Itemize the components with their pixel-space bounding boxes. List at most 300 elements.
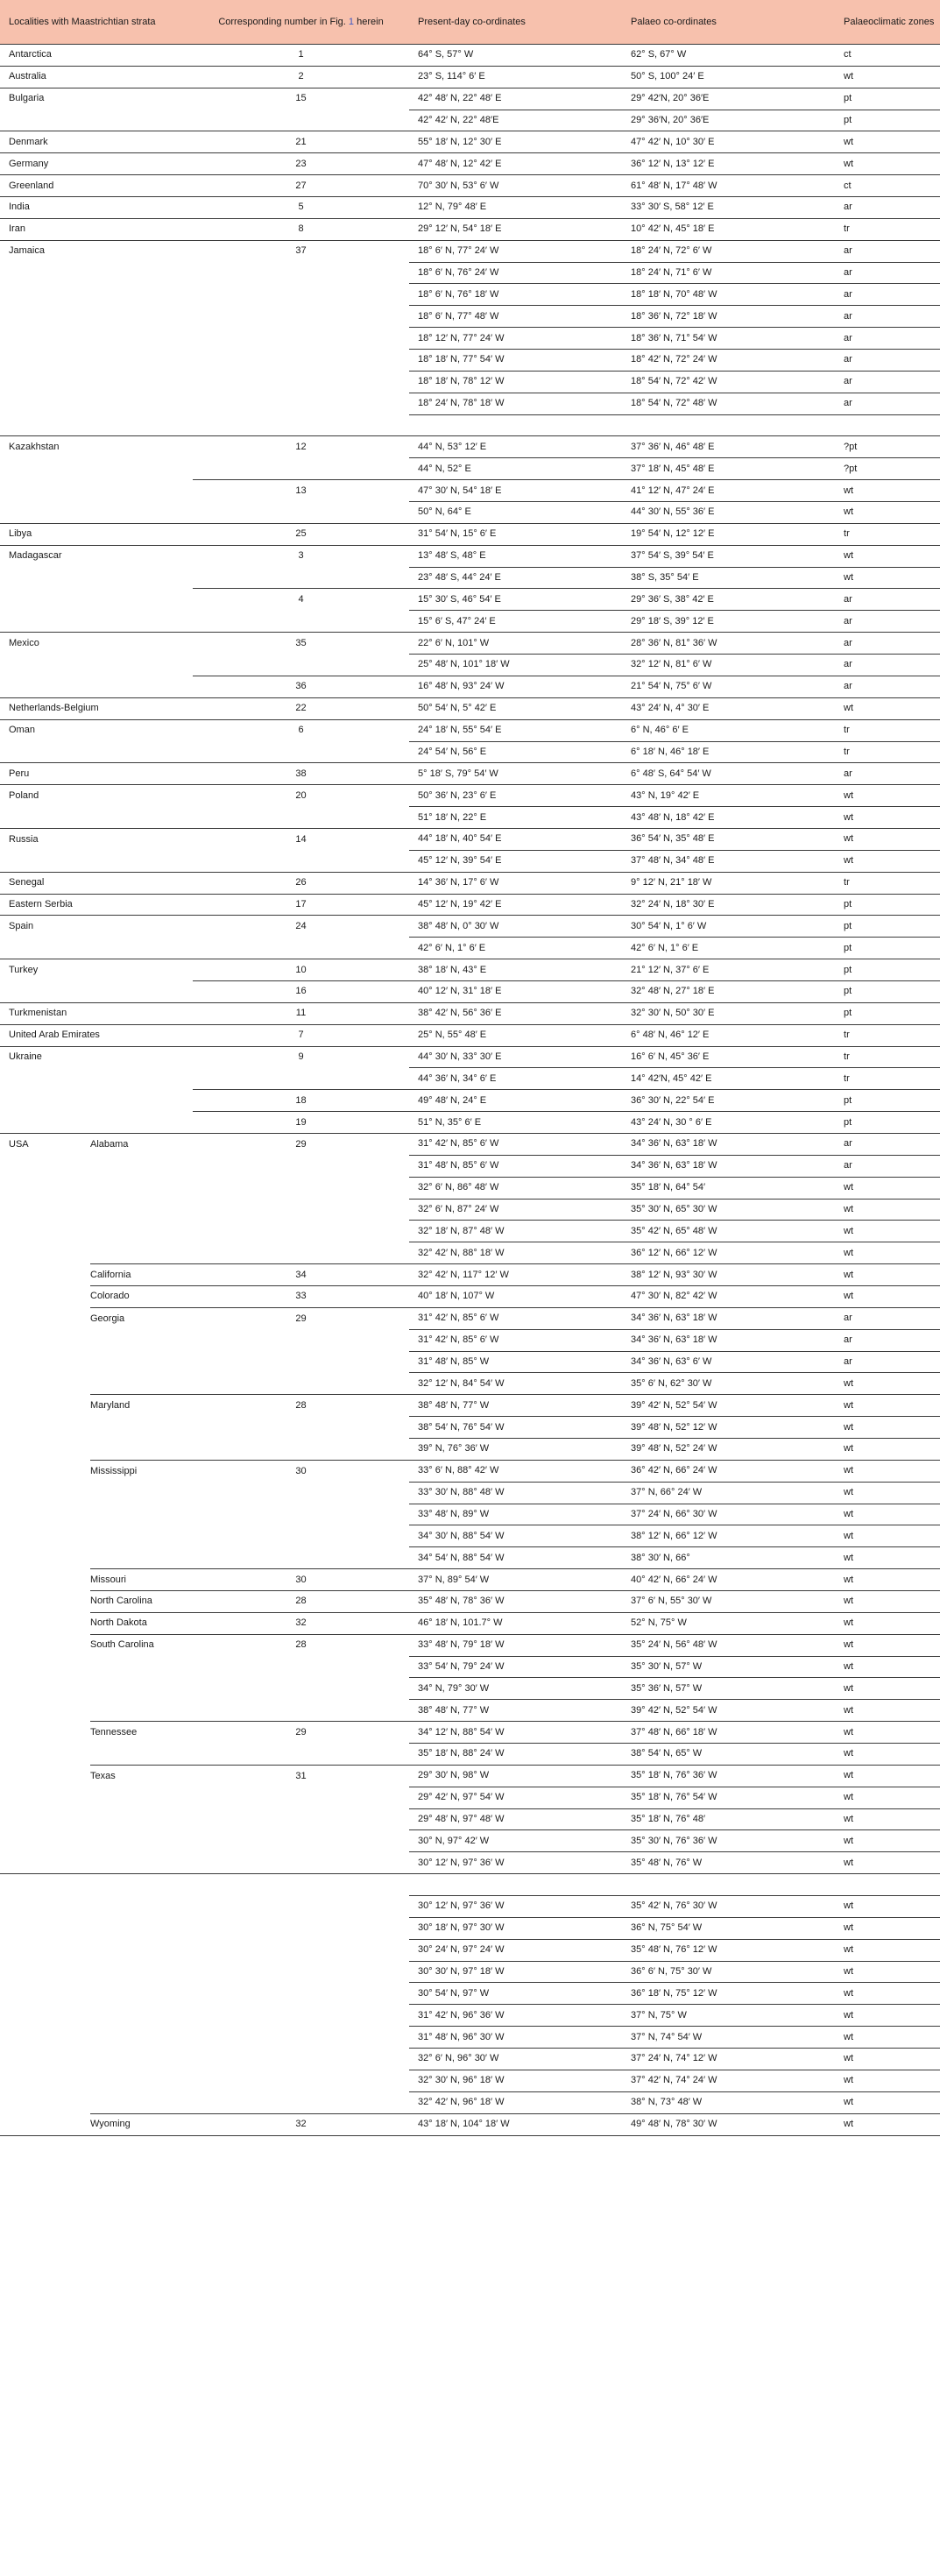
number-cell [193, 1896, 409, 1918]
state-cell [90, 2049, 193, 2070]
header-locality: Localities with Maastrichtian strata [0, 0, 193, 45]
country-cell [0, 1896, 90, 1918]
zone-cell: wt [835, 1896, 940, 1918]
number-cell [193, 1961, 409, 1983]
table-row [0, 1525, 940, 1547]
table-row [0, 240, 940, 262]
table-row [0, 1874, 940, 1896]
table-row [0, 45, 940, 67]
zone-cell: ar [835, 1155, 940, 1177]
number-cell: 35 [193, 633, 409, 655]
country-cell [0, 1939, 90, 1961]
table-row [0, 1830, 940, 1852]
zone-cell: wt [835, 153, 940, 175]
state-cell [90, 545, 193, 567]
country-cell: Mexico [0, 633, 90, 655]
present-coord-cell: 29° 42′ N, 97° 54′ W [409, 1787, 622, 1808]
number-cell [193, 2049, 409, 2070]
zone-cell: ar [835, 284, 940, 306]
present-coord-cell: 44° 18′ N, 40° 54′ E [409, 828, 622, 850]
country-cell: Eastern Serbia [0, 894, 90, 916]
present-coord-cell: 44° N, 53° 12′ E [409, 436, 622, 458]
country-cell [0, 1373, 90, 1395]
zone-cell: tr [835, 1068, 940, 1090]
state-cell [90, 306, 193, 328]
number-cell [193, 2091, 409, 2113]
zone-cell: wt [835, 1830, 940, 1852]
table-row [0, 1765, 940, 1787]
table-row [0, 676, 940, 697]
country-cell: Russia [0, 828, 90, 850]
present-coord-cell: 25° 48′ N, 101° 18′ W [409, 655, 622, 676]
zone-cell: ar [835, 633, 940, 655]
country-cell: Jamaica [0, 240, 90, 262]
palaeo-coord-cell: 35° 30′ N, 76° 36′ W [622, 1830, 835, 1852]
state-cell [90, 1852, 193, 1874]
number-cell [193, 938, 409, 959]
zone-cell [835, 1874, 940, 1896]
country-cell [0, 1591, 90, 1613]
number-cell: 30 [193, 1569, 409, 1591]
present-coord-cell: 38° 48′ N, 77° W [409, 1700, 622, 1722]
zone-cell: wt [835, 828, 940, 850]
state-cell: Wyoming [90, 2113, 193, 2135]
country-cell [0, 350, 90, 372]
zone-cell: wt [835, 1177, 940, 1199]
present-coord-cell: 31° 48′ N, 96° 30′ W [409, 2027, 622, 2049]
table-row [0, 1656, 940, 1678]
present-coord-cell: 18° 24′ N, 78° 18′ W [409, 393, 622, 414]
state-cell [90, 1112, 193, 1134]
number-cell [193, 807, 409, 829]
number-cell: 7 [193, 1024, 409, 1046]
number-cell [193, 2027, 409, 2049]
palaeo-coord-cell: 61° 48′ N, 17° 48′ W [622, 175, 835, 197]
zone-cell: pt [835, 916, 940, 938]
state-cell [90, 1090, 193, 1112]
country-cell [0, 1525, 90, 1547]
zone-cell: ar [835, 611, 940, 633]
present-coord-cell: 24° 54′ N, 56° E [409, 741, 622, 763]
present-coord-cell: 55° 18′ N, 12° 30′ E [409, 131, 622, 153]
present-coord-cell: 44° N, 52° E [409, 458, 622, 480]
present-coord-cell: 31° 42′ N, 85° 6′ W [409, 1133, 622, 1155]
number-cell: 36 [193, 676, 409, 697]
palaeo-coord-cell: 37° 18′ N, 45° 48′ E [622, 458, 835, 480]
zone-cell: wt [835, 1744, 940, 1766]
state-cell [90, 1525, 193, 1547]
state-cell [90, 980, 193, 1002]
header-number-post: herein [357, 16, 384, 27]
country-cell [0, 1744, 90, 1766]
zone-cell: ar [835, 240, 940, 262]
number-cell [193, 567, 409, 589]
number-cell [193, 328, 409, 350]
number-cell: 10 [193, 959, 409, 981]
state-cell [90, 1242, 193, 1264]
palaeo-coord-cell: 34° 36′ N, 63° 18′ W [622, 1329, 835, 1351]
zone-cell: wt [835, 1634, 940, 1656]
palaeo-coord-cell: 37° N, 75° W [622, 2005, 835, 2027]
palaeo-coord-cell: 33° 30′ S, 58° 12′ E [622, 197, 835, 219]
country-cell [0, 1482, 90, 1504]
table-row [0, 719, 940, 741]
number-cell: 29 [193, 1722, 409, 1744]
country-cell [0, 655, 90, 676]
number-cell: 28 [193, 1591, 409, 1613]
palaeo-coord-cell: 37° 48′ N, 34° 48′ E [622, 850, 835, 872]
table-row [0, 763, 940, 785]
table-row [0, 88, 940, 110]
zone-cell: ar [835, 1329, 940, 1351]
country-cell [0, 1634, 90, 1656]
table-row [0, 1002, 940, 1024]
table-row [0, 131, 940, 153]
zone-cell: wt [835, 1591, 940, 1613]
number-cell [193, 1482, 409, 1504]
table-row [0, 2091, 940, 2113]
table-row [0, 2049, 940, 2070]
state-cell [90, 719, 193, 741]
country-cell: Kazakhstan [0, 436, 90, 458]
zone-cell: wt [835, 1983, 940, 2005]
palaeo-coord-cell: 62° S, 67° W [622, 45, 835, 67]
palaeo-coord-cell: 10° 42′ N, 45° 18′ E [622, 218, 835, 240]
present-coord-cell: 32° 18′ N, 87° 48′ W [409, 1221, 622, 1242]
present-coord-cell: 32° 42′ N, 96° 18′ W [409, 2091, 622, 2113]
present-coord-cell: 30° 24′ N, 97° 24′ W [409, 1939, 622, 1961]
table-row [0, 436, 940, 458]
country-cell: Senegal [0, 872, 90, 894]
number-cell: 19 [193, 1112, 409, 1134]
table-row [0, 1569, 940, 1591]
number-cell [193, 1439, 409, 1461]
table-row [0, 2027, 940, 2049]
palaeo-coord-cell: 32° 24′ N, 18° 30′ E [622, 894, 835, 916]
country-cell [0, 589, 90, 611]
palaeo-coord-cell: 18° 54′ N, 72° 42′ W [622, 371, 835, 393]
zone-cell: wt [835, 1482, 940, 1504]
zone-cell: wt [835, 1242, 940, 1264]
present-coord-cell: 16° 48′ N, 93° 24′ W [409, 676, 622, 697]
country-cell [0, 1917, 90, 1939]
country-cell [0, 1199, 90, 1221]
table-row [0, 1722, 940, 1744]
present-coord-cell: 34° 12′ N, 88° 54′ W [409, 1722, 622, 1744]
palaeo-coord-cell: 18° 54′ N, 72° 48′ W [622, 393, 835, 414]
state-cell [90, 1678, 193, 1700]
zone-cell: ar [835, 1307, 940, 1329]
state-cell [90, 88, 193, 110]
state-cell [90, 1155, 193, 1177]
palaeo-coord-cell: 42° 6′ N, 1° 6′ E [622, 938, 835, 959]
table-row [0, 1242, 940, 1264]
country-cell [0, 1656, 90, 1678]
number-cell: 25 [193, 523, 409, 545]
table-row [0, 938, 940, 959]
palaeo-coord-cell: 41° 12′ N, 47° 24′ E [622, 480, 835, 502]
state-cell [90, 1830, 193, 1852]
country-cell [0, 1961, 90, 1983]
present-coord-cell: 50° 36′ N, 23° 6′ E [409, 785, 622, 807]
state-cell [90, 611, 193, 633]
country-cell [0, 1874, 90, 1896]
palaeo-coord-cell: 16° 6′ N, 45° 36′ E [622, 1046, 835, 1068]
state-cell: Maryland [90, 1395, 193, 1417]
zone-cell: wt [835, 697, 940, 719]
palaeo-coord-cell: 38° 30′ N, 66° [622, 1547, 835, 1569]
country-cell [0, 284, 90, 306]
number-cell: 1 [193, 45, 409, 67]
zone-cell: wt [835, 1264, 940, 1286]
zone-cell: ar [835, 393, 940, 414]
table-row [0, 1460, 940, 1482]
number-cell: 28 [193, 1634, 409, 1656]
present-coord-cell: 29° 48′ N, 97° 48′ W [409, 1808, 622, 1830]
table-row [0, 1700, 940, 1722]
zone-cell: tr [835, 523, 940, 545]
present-coord-cell: 18° 18′ N, 77° 54′ W [409, 350, 622, 372]
state-cell [90, 262, 193, 284]
country-cell [0, 938, 90, 959]
zone-cell: wt [835, 1373, 940, 1395]
present-coord-cell: 14° 36′ N, 17° 6′ W [409, 872, 622, 894]
zone-cell: wt [835, 567, 940, 589]
present-coord-cell: 38° 48′ N, 0° 30′ W [409, 916, 622, 938]
palaeo-coord-cell: 39° 48′ N, 52° 12′ W [622, 1417, 835, 1439]
table-row [0, 1351, 940, 1373]
present-coord-cell: 33° 54′ N, 79° 24′ W [409, 1656, 622, 1678]
present-coord-cell: 29° 30′ N, 98° W [409, 1765, 622, 1787]
table-row [0, 633, 940, 655]
table-row [0, 1417, 940, 1439]
number-cell: 18 [193, 1090, 409, 1112]
table-row [0, 545, 940, 567]
palaeo-coord-cell: 35° 42′ N, 76° 30′ W [622, 1896, 835, 1918]
state-cell [90, 328, 193, 350]
country-cell [0, 1852, 90, 1874]
zone-cell: wt [835, 1547, 940, 1569]
zone-cell: wt [835, 1460, 940, 1482]
table-header-row [0, 0, 940, 45]
table-row [0, 807, 940, 829]
number-cell: 34 [193, 1264, 409, 1286]
zone-cell: tr [835, 719, 940, 741]
zone-cell: pt [835, 980, 940, 1002]
table-row [0, 785, 940, 807]
state-cell [90, 1329, 193, 1351]
country-cell: Antarctica [0, 45, 90, 67]
table-row [0, 480, 940, 502]
present-coord-cell: 32° 42′ N, 88° 18′ W [409, 1242, 622, 1264]
palaeo-coord-cell: 35° 6′ N, 62° 30′ W [622, 1373, 835, 1395]
state-cell [90, 741, 193, 763]
country-cell: United Arab Emirates [0, 1024, 90, 1046]
present-coord-cell: 32° 42′ N, 117° 12′ W [409, 1264, 622, 1286]
country-cell [0, 1242, 90, 1264]
table-row [0, 1787, 940, 1808]
zone-cell: tr [835, 741, 940, 763]
zone-cell: wt [835, 480, 940, 502]
state-cell [90, 2027, 193, 2049]
number-cell [193, 1983, 409, 2005]
number-cell [193, 1177, 409, 1199]
zone-cell: pt [835, 88, 940, 110]
present-coord-cell: 18° 6′ N, 77° 24′ W [409, 240, 622, 262]
palaeo-coord-cell: 6° 48′ N, 46° 12′ E [622, 1024, 835, 1046]
present-coord-cell: 32° 6′ N, 96° 30′ W [409, 2049, 622, 2070]
country-cell [0, 1285, 90, 1307]
present-coord-cell: 45° 12′ N, 39° 54′ E [409, 850, 622, 872]
table-row [0, 153, 940, 175]
table-row [0, 2070, 940, 2091]
state-cell [90, 1744, 193, 1766]
zone-cell: wt [835, 2113, 940, 2135]
palaeo-coord-cell: 35° 18′ N, 76° 48′ [622, 1808, 835, 1830]
zone-cell: tr [835, 1024, 940, 1046]
number-cell: 28 [193, 1395, 409, 1417]
zone-cell: pt [835, 1112, 940, 1134]
table-row [0, 1264, 940, 1286]
zone-cell: ar [835, 589, 940, 611]
country-cell [0, 980, 90, 1002]
present-coord-cell: 38° 18′ N, 43° E [409, 959, 622, 981]
state-cell [90, 1068, 193, 1090]
state-cell [90, 131, 193, 153]
number-cell [193, 350, 409, 372]
present-coord-cell: 33° 30′ N, 88° 48′ W [409, 1482, 622, 1504]
zone-cell: wt [835, 785, 940, 807]
palaeo-coord-cell: 36° 30′ N, 22° 54′ E [622, 1090, 835, 1112]
state-cell [90, 1874, 193, 1896]
present-coord-cell: 30° 18′ N, 97° 30′ W [409, 1917, 622, 1939]
palaeo-coord-cell: 18° 42′ N, 72° 24′ W [622, 350, 835, 372]
zone-cell: wt [835, 1808, 940, 1830]
zone-cell: wt [835, 545, 940, 567]
country-cell [0, 741, 90, 763]
table-row [0, 371, 940, 393]
zone-cell: pt [835, 959, 940, 981]
present-coord-cell: 31° 42′ N, 85° 6′ W [409, 1329, 622, 1351]
country-cell [0, 807, 90, 829]
table-row [0, 1808, 940, 1830]
state-cell [90, 655, 193, 676]
country-cell [0, 1395, 90, 1417]
state-cell [90, 1547, 193, 1569]
table-row [0, 1852, 940, 1874]
country-cell [0, 2005, 90, 2027]
table-row [0, 1112, 940, 1134]
zone-cell [835, 414, 940, 436]
zone-cell: pt [835, 1002, 940, 1024]
state-cell: Texas [90, 1765, 193, 1787]
number-cell [193, 1852, 409, 1874]
number-cell [193, 2005, 409, 2027]
number-cell [193, 1351, 409, 1373]
number-cell [193, 502, 409, 524]
state-cell [90, 502, 193, 524]
present-coord-cell: 23° 48′ S, 44° 24′ E [409, 567, 622, 589]
state-cell: Mississippi [90, 1460, 193, 1482]
zone-cell: wt [835, 1787, 940, 1808]
state-cell [90, 350, 193, 372]
zone-cell: wt [835, 1569, 940, 1591]
number-cell [193, 1417, 409, 1439]
country-cell: Bulgaria [0, 88, 90, 110]
palaeo-coord-cell: 18° 36′ N, 72° 18′ W [622, 306, 835, 328]
present-coord-cell: 38° 54′ N, 76° 54′ W [409, 1417, 622, 1439]
country-cell [0, 414, 90, 436]
state-cell [90, 1221, 193, 1242]
state-cell [90, 1417, 193, 1439]
table-row [0, 916, 940, 938]
table-body [0, 45, 940, 2136]
present-coord-cell: 50° 54′ N, 5° 42′ E [409, 697, 622, 719]
palaeo-coord-cell: 35° 24′ N, 56° 48′ W [622, 1634, 835, 1656]
figure-reference-link[interactable]: 1 [348, 16, 355, 27]
palaeo-coord-cell: 21° 54′ N, 75° 6′ W [622, 676, 835, 697]
country-cell [0, 306, 90, 328]
table-row [0, 1961, 940, 1983]
state-cell [90, 2091, 193, 2113]
zone-cell: wt [835, 1722, 940, 1744]
palaeo-coord-cell: 30° 54′ N, 1° 6′ W [622, 916, 835, 938]
state-cell [90, 1896, 193, 1918]
present-coord-cell: 51° N, 35° 6′ E [409, 1112, 622, 1134]
palaeo-coord-cell: 35° 18′ N, 76° 54′ W [622, 1787, 835, 1808]
table-row [0, 1133, 940, 1155]
country-cell [0, 1351, 90, 1373]
table-row [0, 458, 940, 480]
country-cell: Poland [0, 785, 90, 807]
state-cell [90, 633, 193, 655]
present-coord-cell: 18° 6′ N, 77° 48′ W [409, 306, 622, 328]
country-cell [0, 458, 90, 480]
palaeo-coord-cell: 35° 48′ N, 76° W [622, 1852, 835, 1874]
palaeo-coord-cell: 43° 48′ N, 18° 42′ E [622, 807, 835, 829]
table-row [0, 741, 940, 763]
header-present: Present-day co-ordinates [409, 0, 622, 45]
zone-cell: wt [835, 1285, 940, 1307]
table-row [0, 1678, 940, 1700]
header-number-pre: Corresponding number in Fig. [218, 16, 346, 27]
number-cell: 15 [193, 88, 409, 110]
state-cell [90, 1373, 193, 1395]
zone-cell: wt [835, 2049, 940, 2070]
number-cell [193, 284, 409, 306]
number-cell [193, 1504, 409, 1525]
palaeo-coord-cell: 37° 54′ S, 39° 54′ E [622, 545, 835, 567]
present-coord-cell: 45° 12′ N, 19° 42′ E [409, 894, 622, 916]
table-row [0, 828, 940, 850]
zone-cell: ct [835, 45, 940, 67]
palaeo-coord-cell: 50° S, 100° 24′ E [622, 66, 835, 88]
number-cell: 16 [193, 980, 409, 1002]
table-row [0, 2113, 940, 2135]
table-row [0, 697, 940, 719]
palaeo-coord-cell: 32° 12′ N, 81° 6′ W [622, 655, 835, 676]
palaeo-coord-cell: 29° 36′N, 20° 36′E [622, 110, 835, 131]
table-row [0, 350, 940, 372]
palaeo-coord-cell: 39° 42′ N, 52° 54′ W [622, 1700, 835, 1722]
state-cell [90, 1504, 193, 1525]
number-cell: 23 [193, 153, 409, 175]
country-cell [0, 371, 90, 393]
table-row [0, 980, 940, 1002]
present-coord-cell: 64° S, 57° W [409, 45, 622, 67]
palaeo-coord-cell: 6° 48′ S, 64° 54′ W [622, 763, 835, 785]
state-cell: Missouri [90, 1569, 193, 1591]
